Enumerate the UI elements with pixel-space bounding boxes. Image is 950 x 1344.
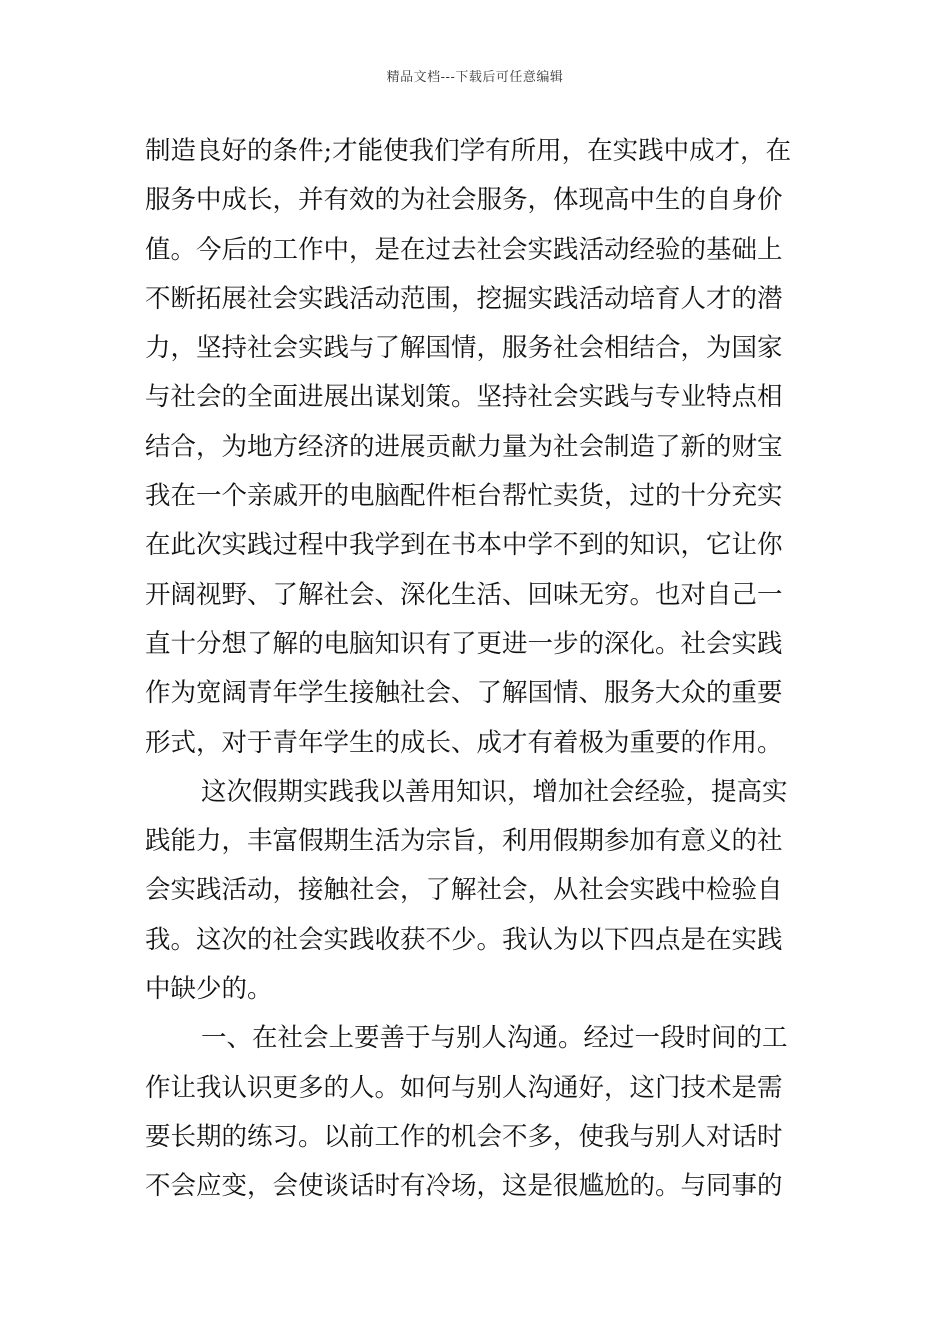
text-line: 这次假期实践我以善用知识，增加社会经验，提高实 bbox=[201, 776, 788, 807]
document-body bbox=[145, 127, 805, 1212]
text-line: 与社会的全面进展出谋划策。坚持社会实践与专业特点相 bbox=[145, 382, 783, 413]
text-line: 不会应变，会使谈话时有冷场，这是很尴尬的。与同事的 bbox=[145, 1171, 783, 1202]
text-line: 要长期的练习。以前工作的机会不多，使我与别人对话时 bbox=[145, 1121, 783, 1152]
text-line: 我。这次的社会实践收获不少。我认为以下四点是在实践 bbox=[145, 924, 783, 955]
text-line: 作让我认识更多的人。如何与别人沟通好，这门技术是需 bbox=[145, 1072, 783, 1103]
text-line: 直十分想了解的电脑知识有了更进一步的深化。社会实践 bbox=[145, 628, 783, 659]
text-line: 结合，为地方经济的进展贡献力量为社会制造了新的财宝 bbox=[145, 431, 783, 462]
text-line: 值。今后的工作中，是在过去社会实践活动经验的基础上 bbox=[145, 234, 783, 265]
text-line: 形式，对于青年学生的成长、成才有着极为重要的作用。 bbox=[145, 727, 783, 758]
text-line: 践能力，丰富假期生活为宗旨，利用假期参加有意义的社 bbox=[145, 826, 783, 857]
text-line: 不断拓展社会实践活动范围，挖掘实践活动培育人才的潜 bbox=[145, 283, 783, 314]
text-line: 一、在社会上要善于与别人沟通。经过一段时间的工 bbox=[201, 1023, 788, 1054]
text-line: 在此次实践过程中我学到在书本中学不到的知识，它让你 bbox=[145, 530, 783, 561]
text-line: 开阔视野、了解社会、深化生活、回味无穷。也对自己一 bbox=[145, 579, 783, 610]
paragraph-3 bbox=[145, 1014, 805, 1211]
text-line: 会实践活动，接触社会，了解社会，从社会实践中检验自 bbox=[145, 875, 783, 906]
text-line: 服务中成长，并有效的为社会服务，体现高中生的自身价 bbox=[145, 185, 783, 216]
paragraph-1 bbox=[145, 127, 805, 768]
text-line: 中缺少的。 bbox=[145, 974, 273, 1005]
text-line: 制造良好的条件;才能使我们学有所用，在实践中成才，在 bbox=[145, 136, 792, 166]
text-line: 力，坚持社会实践与了解国情，服务社会相结合，为国家 bbox=[145, 333, 783, 364]
paragraph-2 bbox=[145, 768, 805, 1014]
text-line: 我在一个亲戚开的电脑配件柜台帮忙卖货，过的十分充实 bbox=[145, 481, 783, 512]
page-header: 精品文档---下载后可任意编辑 bbox=[386, 70, 564, 85]
text-line: 作为宽阔青年学生接触社会、了解国情、服务大众的重要 bbox=[145, 678, 783, 709]
